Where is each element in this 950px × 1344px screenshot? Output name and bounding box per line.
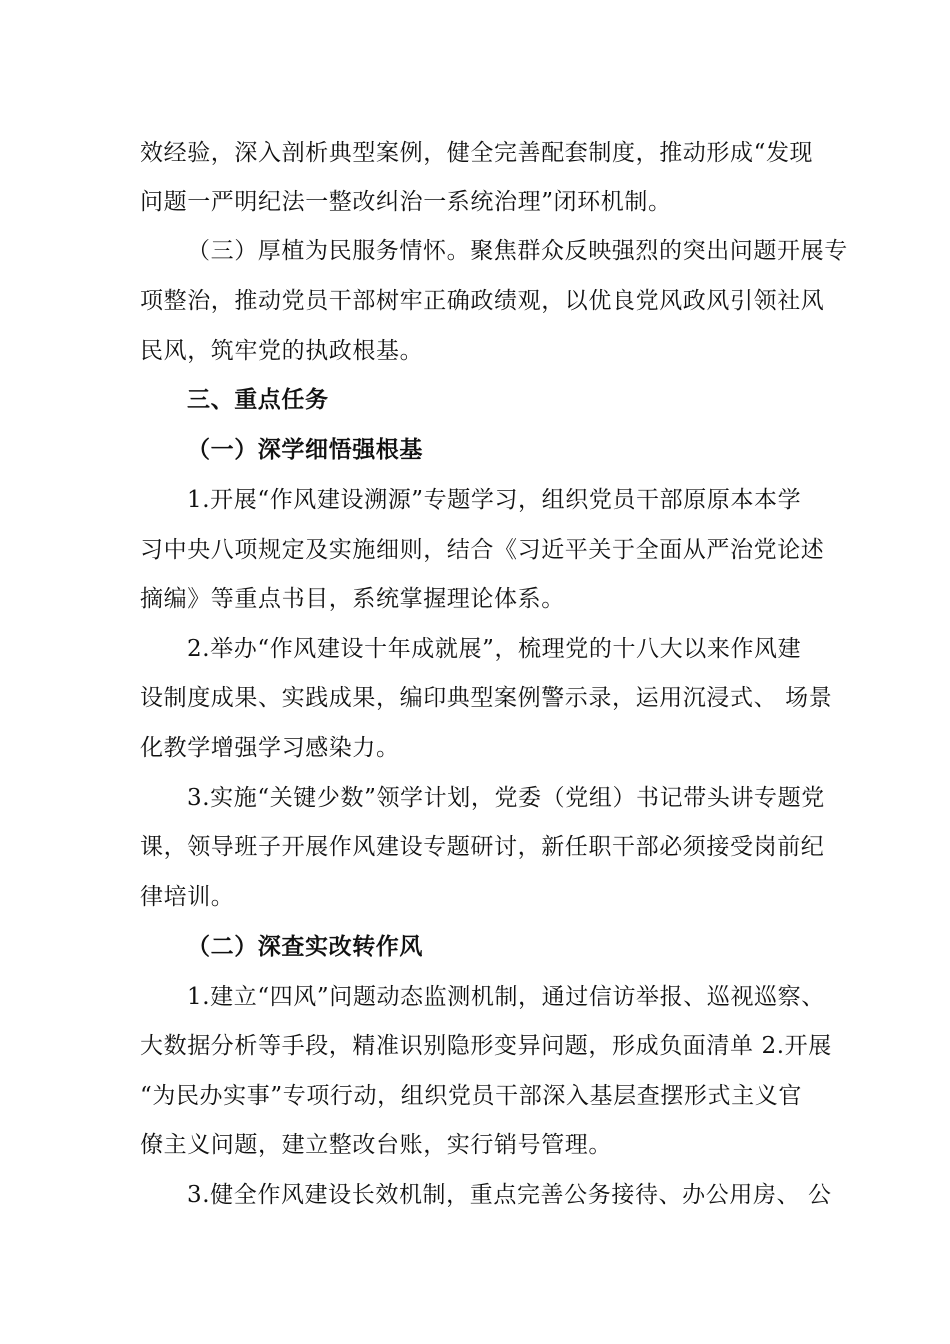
paragraph-line: 1.建立“四风”问题动态监测机制，通过信访举报、巡视巡察、 — [187, 984, 825, 1010]
paragraph-line: 习中央八项规定及实施细则，结合《习近平关于全面从严治党论述 — [140, 537, 825, 563]
subsection-heading: （二）深查实改转作风 — [187, 933, 423, 960]
paragraph-line: 民风，筑牢党的执政根基。 — [140, 338, 424, 364]
paragraph-line: 1.开展“作风建设溯源”专题学习，组织党员干部原原本本学 — [187, 487, 802, 513]
paragraph-line: 课，领导班子开展作风建设专题研讨，新任职干部必须接受岗前纪 — [140, 834, 825, 860]
subsection-heading: （一）深学细悟强根基 — [187, 436, 423, 463]
paragraph-line: 化教学增强学习感染力。 — [140, 735, 400, 761]
paragraph-line: 项整治，推动党员干部树牢正确政绩观，以优良党风政风引领社风 — [140, 288, 825, 314]
section-heading: 三、重点任务 — [187, 386, 329, 413]
paragraph-line: 2.举办“作风建设十年成就展”，梳理党的十八大以来作风建 — [187, 636, 802, 662]
paragraph-line: “为民办实事”专项行动，组织党员干部深入基层查摆形式主义官 — [140, 1083, 802, 1109]
paragraph-line: 设制度成果、实践成果，编印典型案例警示录，运用沉浸式、 场景 — [140, 685, 833, 711]
paragraph-line: （三）厚植为民服务情怀。聚焦群众反映强烈的突出问题开展专 — [187, 238, 848, 264]
paragraph-line: 问题一严明纪法一整改纠治一系统治理”闭环机制。 — [140, 189, 672, 215]
paragraph-line: 3.健全作风建设长效机制，重点完善公务接待、办公用房、 公 — [187, 1182, 832, 1208]
paragraph-line: 大数据分析等手段，精准识别隐形变异问题，形成负面清单 2.开展 — [140, 1033, 832, 1059]
paragraph-line: 律培训。 — [140, 884, 235, 910]
paragraph-line: 摘编》等重点书目，系统掌握理论体系。 — [140, 586, 565, 612]
paragraph-line: 3.实施“关键少数”领学计划，党委（党组）书记带头讲专题党 — [187, 785, 825, 811]
paragraph-line: 僚主义问题，建立整改台账，实行销号管理。 — [140, 1132, 612, 1158]
paragraph-line: 效经验，深入剖析典型案例，健全完善配套制度，推动形成“发现 — [140, 140, 814, 166]
